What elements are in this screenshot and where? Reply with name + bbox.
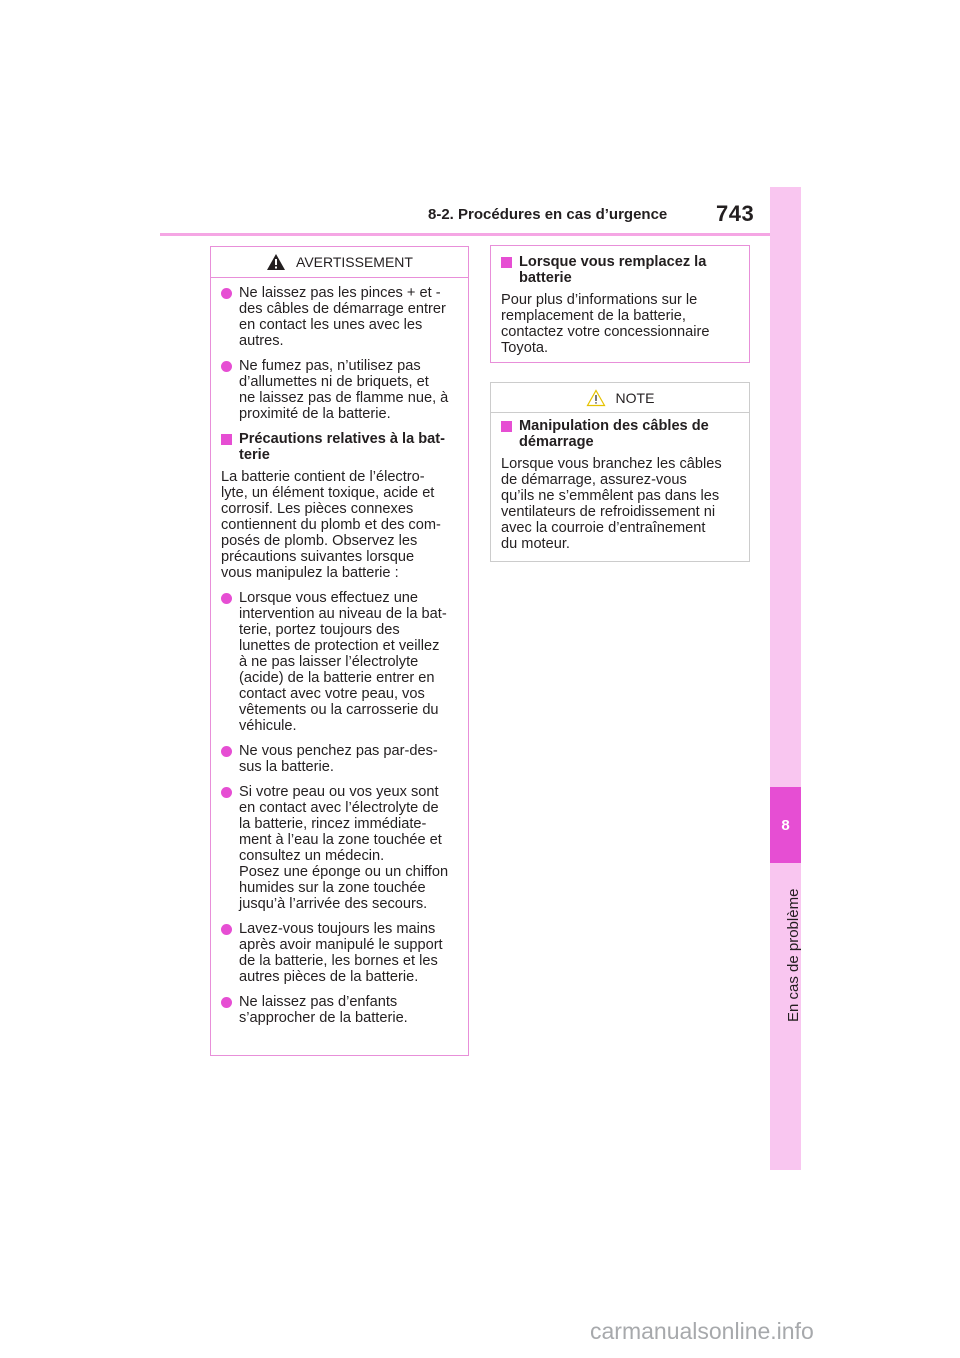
- text-line: Lavez-vous toujours les mains: [239, 921, 436, 937]
- note-box: [490, 382, 750, 562]
- bullet-dot-icon: [221, 746, 232, 757]
- text-line: (acide) de la batterie entrer en: [239, 670, 435, 686]
- text-line: vous manipulez la batterie :: [221, 565, 399, 581]
- text-line: véhicule.: [239, 718, 297, 734]
- text-line: contiennent du plomb et des com-: [221, 517, 441, 533]
- bullet-dot-icon: [221, 997, 232, 1008]
- text-line: intervention au niveau de la bat-: [239, 606, 447, 622]
- text-line: terie, portez toujours des: [239, 622, 400, 638]
- text-line: en contact avec l’électrolyte de: [239, 800, 439, 816]
- paragraph: [221, 469, 458, 581]
- page-number: 743: [716, 201, 755, 226]
- paragraph: [501, 456, 739, 552]
- text-line: lunettes de protection et veillez: [239, 638, 440, 654]
- text-line: en contact les unes avec les: [239, 317, 423, 333]
- text-line: des câbles de démarrage entrer: [239, 301, 446, 317]
- text-line: précautions suivantes lorsque: [221, 549, 415, 565]
- chapter-title-label: En cas de problème: [785, 888, 802, 1022]
- note-title: NOTE: [615, 389, 655, 406]
- text-line: s’approcher de la batterie.: [239, 1010, 408, 1026]
- section-title: 8-2. Procédures en cas d’urgence: [428, 206, 668, 223]
- text-line: Ne vous penchez pas par-des-: [239, 743, 438, 759]
- text-line: de démarrage, assurez-vous: [501, 472, 687, 488]
- bullet-dot-icon: [221, 288, 232, 299]
- bullet-dot-icon: [221, 924, 232, 935]
- text-line: Toyota.: [501, 340, 549, 356]
- text-line: après avoir manipulé le support: [239, 937, 443, 953]
- warning-box: [210, 246, 469, 1056]
- text-line: lyte, un élément toxique, acide et: [221, 485, 435, 501]
- text-line: qu’ils ne s’emmêlent pas dans les: [501, 488, 720, 504]
- square-bullet-icon: [221, 434, 232, 445]
- text-line: sus la batterie.: [239, 759, 334, 775]
- bullet-item: [221, 784, 458, 912]
- text-line: La batterie contient de l’électro-: [221, 469, 425, 485]
- text-line: contactez votre concessionnaire: [501, 324, 710, 340]
- text-line: posés de plomb. Observez les: [221, 533, 418, 549]
- text-line: Si votre peau ou vos yeux sont: [239, 784, 439, 800]
- bullet-item: [221, 743, 458, 775]
- subheading: [501, 418, 739, 450]
- text-line: batterie: [519, 270, 572, 286]
- caution-triangle-icon: [586, 389, 606, 407]
- bullet-dot-icon: [221, 593, 232, 604]
- text-line: Ne laissez pas les pinces + et -: [239, 285, 441, 301]
- note-body: [491, 413, 749, 571]
- bullet-item: [221, 921, 458, 985]
- subheading: [501, 254, 739, 286]
- text-line: ment à l’eau la zone touchée et: [239, 832, 442, 848]
- text-line: Lorsque vous effectuez une: [239, 590, 419, 606]
- text-line: Ne laissez pas d’enfants: [239, 994, 398, 1010]
- footer-watermark: carmanualsonline.info: [590, 1318, 814, 1344]
- text-line: Manipulation des câbles de: [519, 418, 709, 434]
- text-line: Lorsque vous remplacez la: [519, 254, 707, 270]
- subheading: [221, 431, 458, 463]
- warning-title: AVERTISSEMENT: [296, 254, 413, 270]
- text-line: Posez une éponge ou un chiffon: [239, 864, 449, 880]
- bullet-dot-icon: [221, 361, 232, 372]
- text-line: de la batterie, les bornes et les: [239, 953, 438, 969]
- text-line: proximité de la batterie.: [239, 406, 391, 422]
- text-line: autres.: [239, 333, 284, 349]
- text-line: contact avec votre peau, vos: [239, 686, 425, 702]
- bullet-item: [221, 994, 458, 1026]
- battery-replacement-box: [490, 245, 750, 363]
- text-line: Pour plus d’informations sur le: [501, 292, 698, 308]
- text-line: consultez un médecin.: [239, 848, 385, 864]
- warning-header: [211, 247, 468, 278]
- note-header: [491, 383, 749, 413]
- text-line: Ne fumez pas, n’utilisez pas: [239, 358, 421, 374]
- text-line: ventilateurs de refroidissement ni: [501, 504, 716, 520]
- text-line: terie: [239, 447, 270, 463]
- text-line: la batterie, rincez immédiate-: [239, 816, 427, 832]
- warning-triangle-icon: [266, 253, 286, 271]
- bullet-item: [221, 358, 458, 422]
- text-line: du moteur.: [501, 536, 570, 552]
- paragraph: [501, 292, 739, 356]
- bullet-item: [221, 590, 458, 734]
- bullet-dot-icon: [221, 787, 232, 798]
- text-line: vêtements ou la carrosserie du: [239, 702, 439, 718]
- square-bullet-icon: [501, 421, 512, 432]
- text-line: jusqu’à l’arrivée des secours.: [239, 896, 428, 912]
- header-divider: [160, 233, 770, 236]
- text-line: d’allumettes ni de briquets, et: [239, 374, 429, 390]
- text-line: à ne pas laisser l’électrolyte: [239, 654, 419, 670]
- text-line: Lorsque vous branchez les câbles: [501, 456, 722, 472]
- text-line: autres pièces de la batterie.: [239, 969, 419, 985]
- text-line: ne laissez pas de flamme nue, à: [239, 390, 449, 406]
- bullet-item: [221, 285, 458, 349]
- chapter-tab-strip: [770, 187, 801, 1170]
- square-bullet-icon: [501, 257, 512, 268]
- warning-body: [211, 278, 468, 1045]
- chapter-number-tab[interactable]: 8: [770, 787, 801, 863]
- text-line: démarrage: [519, 434, 594, 450]
- text-line: remplacement de la batterie,: [501, 308, 686, 324]
- text-line: Précautions relatives à la bat-: [239, 431, 446, 447]
- text-line: avec la courroie d’entraînement: [501, 520, 706, 536]
- battery-replacement-body: [491, 246, 749, 375]
- text-line: humides sur la zone touchée: [239, 880, 426, 896]
- text-line: corrosif. Les pièces connexes: [221, 501, 414, 517]
